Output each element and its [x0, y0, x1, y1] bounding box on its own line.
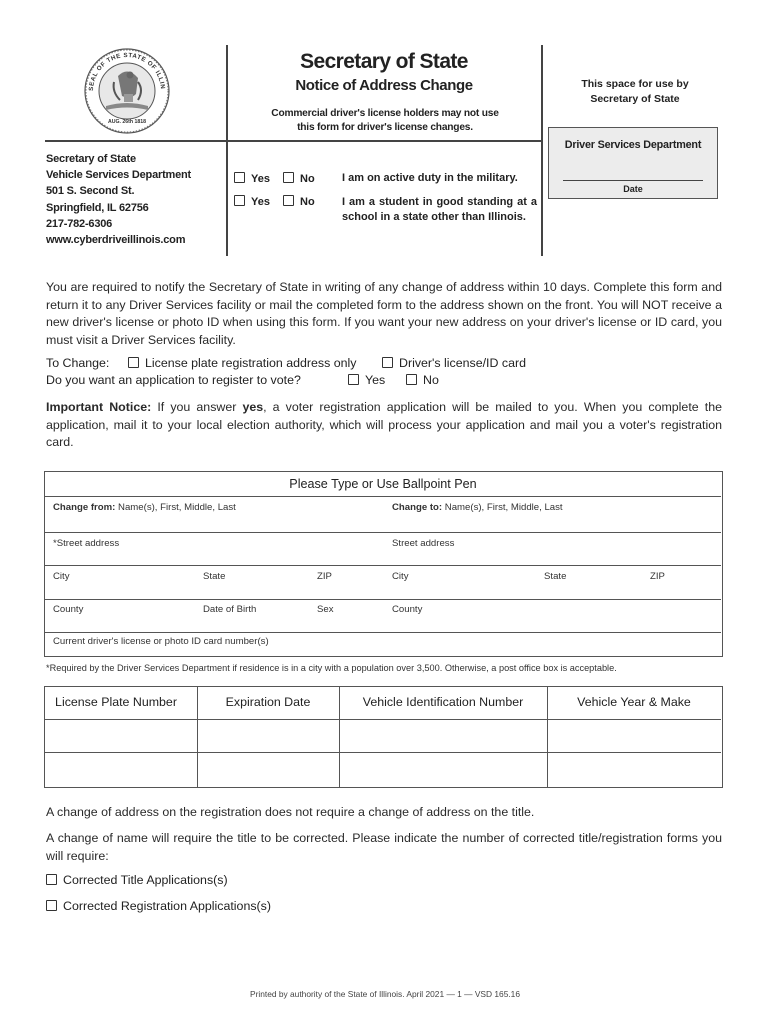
to-change-label: To Change:	[46, 356, 110, 370]
checkbox-icon[interactable]	[234, 195, 245, 206]
vehicle-row-2-year-make[interactable]	[548, 753, 721, 786]
vehicle-row-2-expiration[interactable]	[198, 753, 339, 786]
to-change-row	[46, 356, 726, 374]
change-to-label: Change to:	[392, 502, 443, 513]
address-line-3: 501 S. Second St.	[46, 185, 135, 198]
sex-label: Sex	[317, 604, 334, 615]
option-label: Driver's license/ID card	[399, 356, 526, 370]
address-line-1: Secretary of State	[46, 153, 136, 165]
page-subtitle: Notice of Address Change	[295, 77, 473, 94]
notice-text-b: , a voter registration application will be mailed to you. When you complete the application, mail it to your local election authority, which will process your application and mail you a voter's registration card.	[46, 400, 722, 449]
change-from-hint: Name(s), First, Middle, Last	[118, 502, 236, 513]
new-street-label: Street address	[392, 538, 455, 549]
address-form-table	[44, 471, 723, 657]
vehicle-row-1-plate[interactable]	[45, 720, 197, 752]
old-street-label: *Street address	[53, 538, 120, 549]
vehicle-row-1-expiration[interactable]	[198, 720, 339, 752]
address-phone: 217-782-6306	[46, 217, 113, 230]
checkbox-icon[interactable]	[234, 172, 245, 183]
new-state-field[interactable]	[535, 566, 641, 599]
student-yes-option[interactable]	[234, 195, 270, 208]
residence-footnote: *Required by the Driver Services Department if residence is in a city with a population over 3,500. Otherwise, a post office box is acceptable.	[46, 663, 617, 673]
checkbox-icon[interactable]	[46, 900, 57, 911]
col-year-make: Vehicle Year & Make	[577, 695, 691, 709]
old-state-field[interactable]	[195, 566, 309, 599]
notice-label: Important Notice:	[46, 400, 152, 414]
date-label: Date	[623, 184, 643, 194]
address-line-2: Vehicle Services Department	[46, 169, 192, 182]
vehicle-table	[44, 686, 723, 788]
new-county-label: County	[392, 604, 423, 615]
military-question-text: I am on active duty in the military.	[342, 172, 518, 184]
important-notice	[46, 399, 722, 452]
cdl-note: Commercial driver's license holders may not use this form for driver's license changes.	[271, 108, 499, 133]
checkbox-icon[interactable]	[283, 172, 294, 183]
student-no-option[interactable]	[283, 195, 315, 208]
vote-no-option[interactable]	[406, 373, 439, 387]
dob-field[interactable]	[195, 600, 309, 632]
old-county-field[interactable]	[45, 600, 195, 632]
student-question-text: I am a student in good standing at a school in a state other than Illinois.	[342, 196, 537, 223]
new-street-field[interactable]	[383, 533, 721, 565]
print-footer: Printed by authority of the State of Illinois. April 2021 — 1 — VSD 165.16	[249, 989, 520, 999]
checkbox-icon[interactable]	[406, 374, 417, 385]
col-license-plate: License Plate Number	[55, 695, 177, 709]
license-number-field[interactable]	[45, 633, 721, 655]
intro-paragraph: You are required to notify the Secretary of State in writing of any change of address within 10 days. Complete this form and return it to any Driver Services facility or mail the completed form to the address shown on the front. You will NOT receive a new driver's license or photo ID when using this form. If you want your new address on your driver's license or ID card, you must visit a Driver Services facility.	[46, 280, 722, 347]
corrected-title-option[interactable]	[46, 873, 228, 887]
old-city-label: City	[53, 571, 70, 582]
yes-label: Yes	[251, 173, 270, 185]
no-label: No	[423, 373, 439, 387]
option-plate-address[interactable]	[128, 356, 356, 370]
vehicle-row-2-plate[interactable]	[45, 753, 197, 786]
notice-text-a: If you answer	[151, 400, 243, 414]
checkbox-icon[interactable]	[128, 357, 139, 368]
notice-yes: yes	[242, 400, 264, 414]
change-from-label: Change from:	[53, 502, 116, 513]
vote-row	[46, 373, 726, 391]
col-vin: Vehicle Identification Number	[362, 695, 524, 709]
page-title: Secretary of State	[300, 50, 468, 73]
new-city-field[interactable]	[383, 566, 535, 599]
new-state-label: State	[544, 571, 567, 582]
seal-date: AUG. 26th 1818	[107, 119, 147, 125]
old-county-label: County	[53, 604, 84, 615]
col-expiration: Expiration Date	[225, 695, 311, 709]
header-rule-middle	[226, 140, 542, 142]
military-no-option[interactable]	[283, 172, 315, 185]
checkbox-icon[interactable]	[283, 195, 294, 206]
office-use-box	[548, 127, 718, 199]
date-line[interactable]	[563, 180, 703, 181]
old-state-label: State	[203, 571, 226, 582]
checkbox-icon[interactable]	[348, 374, 359, 385]
vehicle-row-1-vin[interactable]	[340, 720, 547, 752]
vote-yes-option[interactable]	[348, 373, 385, 387]
corrected-title-label: Corrected Title Applications(s)	[63, 873, 228, 887]
old-street-field[interactable]	[45, 533, 383, 565]
option-label: License plate registration address only	[145, 356, 357, 370]
checkbox-icon[interactable]	[46, 874, 57, 885]
old-city-field[interactable]	[45, 566, 195, 599]
no-label: No	[300, 196, 315, 208]
vehicle-row-1-year-make[interactable]	[548, 720, 721, 752]
address-web: www.cyberdriveillinois.com	[46, 234, 186, 247]
dob-label: Date of Birth	[203, 604, 257, 615]
address-line-4: Springfield, IL 62756	[46, 201, 149, 214]
change-to-hint: Name(s), First, Middle, Last	[444, 502, 563, 513]
corrected-registration-label: Corrected Registration Applications(s)	[63, 899, 271, 913]
title-note-address: A change of address on the registration does not require a change of address on the title.	[46, 805, 535, 819]
header-rule-left	[45, 140, 227, 142]
seal-outer-text: SEAL OF THE STATE OF ILLIN	[87, 51, 167, 92]
change-to-field[interactable]	[383, 497, 721, 532]
state-seal	[84, 48, 170, 134]
yes-label: Yes	[365, 373, 386, 387]
new-zip-label: ZIP	[650, 571, 665, 582]
new-city-label: City	[392, 571, 409, 582]
vote-question: Do you want an application to register to vote?	[46, 373, 301, 387]
new-county-field[interactable]	[383, 600, 721, 632]
corrected-registration-option[interactable]	[46, 899, 271, 913]
dept-label: Driver Services Department	[564, 139, 702, 151]
no-label: No	[300, 173, 315, 185]
office-use-note: This space for use by Secretary of State	[581, 78, 689, 105]
military-yes-option[interactable]	[234, 172, 270, 185]
checkbox-icon[interactable]	[382, 357, 393, 368]
sex-field[interactable]	[309, 600, 383, 632]
old-zip-label: ZIP	[317, 571, 332, 582]
return-address	[46, 151, 191, 248]
old-zip-field[interactable]	[309, 566, 383, 599]
yes-label: Yes	[251, 196, 270, 208]
vehicle-row-2-vin[interactable]	[340, 753, 547, 786]
new-zip-field[interactable]	[641, 566, 721, 599]
license-number-label: Current driver's license or photo ID card number(s)	[53, 636, 269, 647]
title-note-name: A change of name will require the title to be corrected. Please indicate the number of corrected title/registration forms you will require:	[46, 831, 722, 863]
option-license-id[interactable]	[382, 356, 526, 370]
form-heading: Please Type or Use Ballpoint Pen	[289, 477, 477, 491]
change-from-field[interactable]	[45, 497, 383, 532]
